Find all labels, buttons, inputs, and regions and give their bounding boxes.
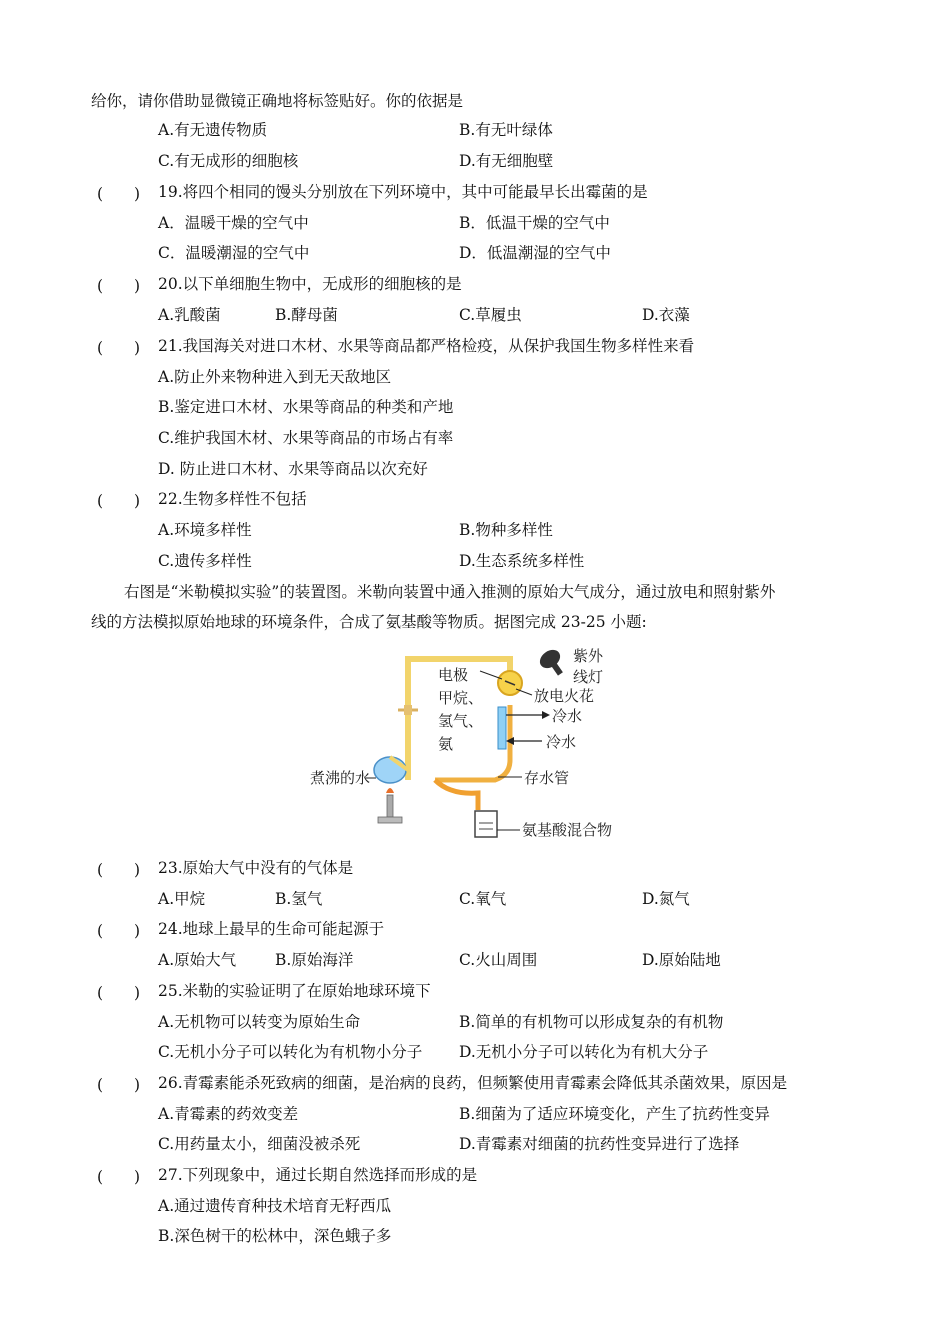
q20-option-b: B.酵母菌 [275,306,338,324]
q21-option-c: C.维护我国木材、水果等商品的市场占有率 [158,429,454,447]
q20-stem: 20.以下单细胞生物中，无成形的细胞核的是 [158,275,462,293]
q27-stem: 27.下列现象中，通过长期自然选择而形成的是 [158,1166,478,1184]
answer-blank: ( ) [97,984,141,1002]
q21-stem: 21.我国海关对进口木材、水果等商品都严格检疫，从保护我国生物多样性来看 [158,337,695,355]
answer-blank: ( ) [97,922,141,940]
q27-option-b: B.深色树干的松林中，深色蛾子多 [158,1227,392,1245]
q18-option-a: A.有无遗传物质 [158,121,268,139]
answer-blank: ( ) [97,185,141,203]
q25-stem: 25.米勒的实验证明了在原始地球环境下 [158,982,431,1000]
q22-stem: 22.生物多样性不包括 [158,490,307,508]
q25-option-a: A.无机物可以转变为原始生命 [158,1013,361,1031]
q25-option-b: B.简单的有机物可以形成复杂的有机物 [459,1013,724,1031]
q22-option-a: A.环境多样性 [158,521,252,539]
q19-stem: 19.将四个相同的馒头分别放在下列环境中，其中可能最早长出霉菌的是 [158,183,648,201]
q19-option-d: D．低温潮湿的空气中 [459,244,611,262]
burner [387,795,393,817]
q19-option-b: B．低温干燥的空气中 [459,214,610,232]
condenser-jacket [498,707,506,749]
q23-option-b: B.氢气 [275,890,323,908]
q27-option-a: A.通过遗传育种技术培育无籽西瓜 [158,1197,392,1215]
answer-blank: ( ) [97,1168,141,1186]
q22-option-d: D.生态系统多样性 [459,552,585,570]
q20-option-a: A.乳酸菌 [158,306,221,324]
q18-option-c: C.有无成形的细胞核 [158,152,299,170]
answer-blank: ( ) [97,861,141,879]
q26-option-d: D.青霉素对细菌的抗药性变异进行了选择 [459,1135,740,1153]
label-methane: 甲烷、 [438,689,484,707]
label-uv-1: 紫外 [573,647,604,665]
q24-option-c: C.火山周围 [459,951,538,969]
intro-line: 给你，请你借助显微镜正确地将标签贴好。你的依据是 [91,92,464,110]
q20-option-d: D.衣藻 [642,306,690,324]
label-ammonia: 氨 [438,735,454,753]
q24-stem: 24.地球上最早的生命可能起源于 [158,920,385,938]
q24-option-b: B.原始海洋 [275,951,354,969]
flame-icon [386,788,394,793]
q25-option-c: C.无机小分子可以转化为有机物小分子 [158,1043,423,1061]
label-electrode: 电极 [438,666,469,684]
q23-option-d: D.氮气 [642,890,690,908]
miller-apparatus-diagram [310,645,640,845]
q21-option-a: A.防止外来物种进入到无天敌地区 [158,368,392,386]
q24-option-a: A.原始大气 [158,951,237,969]
label-spark: 放电火花 [534,687,595,705]
q19-option-a: A．温暖干燥的空气中 [158,214,309,232]
boiling-flask [374,757,406,783]
uv-lamp-icon [536,646,563,675]
q26-option-c: C.用药量太小，细菌没被杀死 [158,1135,361,1153]
q23-option-c: C.氧气 [459,890,507,908]
outflow-tube [435,780,478,810]
label-hydrogen: 氢气、 [438,712,484,730]
label-cold-water-2: 冷水 [546,733,577,751]
q22-option-b: B.物种多样性 [459,521,553,539]
q18-option-d: D.有无细胞壁 [459,152,554,170]
q26-option-a: A.青霉素的药效变差 [158,1105,299,1123]
label-uv-2: 线灯 [573,668,604,686]
q23-option-a: A.甲烷 [158,890,206,908]
answer-blank: ( ) [97,1076,141,1094]
q25-option-d: D.无机小分子可以转化为有机大分子 [459,1043,709,1061]
q26-stem: 26.青霉素能杀死致病的细菌，是治病的良药，但频繁使用青霉素会降低其杀菌效果，原因是 [158,1074,788,1092]
label-boiling-water: 煮沸的水 [310,769,371,787]
q18-option-b: B.有无叶绿体 [459,121,553,139]
q24-option-d: D.原始陆地 [642,951,721,969]
label-cold-water-1: 冷水 [552,707,583,725]
label-storage-tube: 存水管 [524,769,570,787]
q21-option-b: B.鉴定进口木材、水果等商品的种类和产地 [158,398,454,416]
q19-option-c: C．温暖潮湿的空气中 [158,244,310,262]
passage-line-2: 线的方法模拟原始地球的环境条件，合成了氨基酸等物质。据图完成 23-25 小题: [91,613,647,631]
answer-blank: ( ) [97,277,141,295]
q20-option-c: C.草履虫 [459,306,522,324]
q22-option-c: C.遗传多样性 [158,552,252,570]
answer-blank: ( ) [97,339,141,357]
passage-line-1: 右图是“米勒模拟实验”的装置图。米勒向装置中通入推测的原始大气成分，通过放电和照射紫外 [124,583,776,601]
q23-stem: 23.原始大气中没有的气体是 [158,859,354,877]
q21-option-d: D. 防止进口木材、水果等商品以次充好 [158,460,428,478]
q26-option-b: B.细菌为了适应环境变化，产生了抗药性变异 [459,1105,770,1123]
beaker [475,811,497,837]
answer-blank: ( ) [97,492,141,510]
label-amino-acid-mixture: 氨基酸混合物 [522,821,613,839]
